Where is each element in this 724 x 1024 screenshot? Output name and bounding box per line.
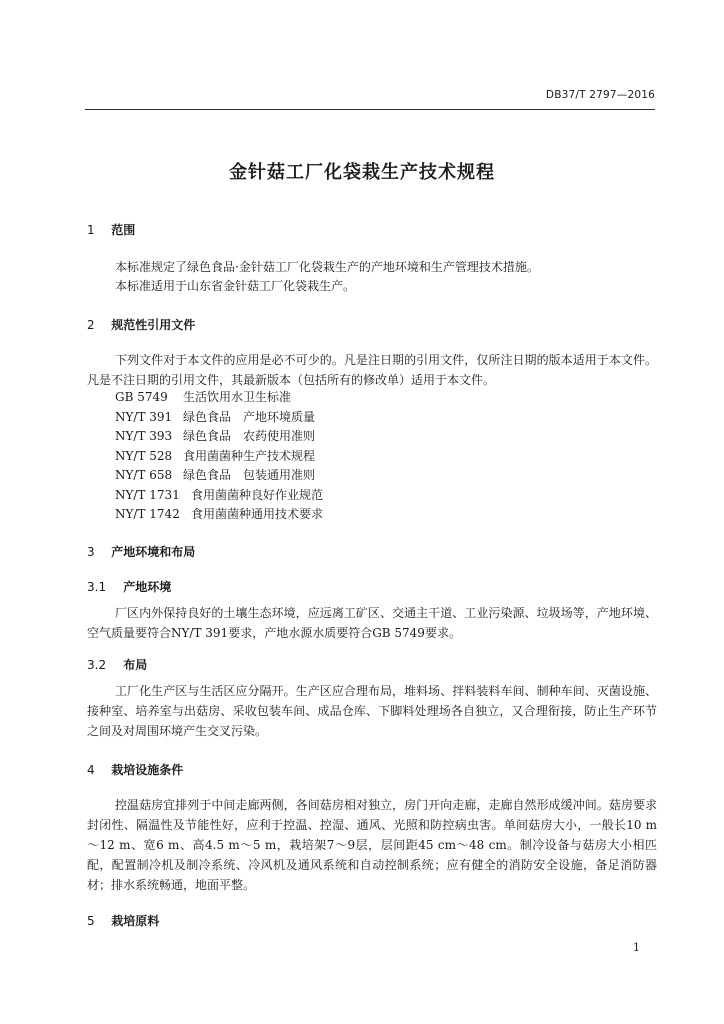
page-number: 1 [633, 941, 640, 954]
paragraph: 厂区内外保持良好的土壤生态环境，应远离工矿区、交通主干道、工业污染源、垃圾场等，产地环境、空气质量要符合NY/T 391要求，产地水源水质要符合GB 5749要求。 [87, 606, 657, 640]
reference-name: 绿色食品 农药使用准则 [183, 429, 316, 443]
section-1-heading [87, 221, 135, 238]
section-2-heading [87, 316, 195, 333]
reference-item [115, 466, 323, 486]
paragraph: 本标准规定了绿色食品·金针菇工厂化袋栽生产的产地环境和生产管理技术措施。 [115, 260, 539, 274]
section-5-heading [87, 912, 159, 929]
document-code: DB37/T 2797—2016 [545, 89, 655, 101]
section-number: 3 [87, 545, 95, 559]
section-title: 范围 [111, 223, 136, 237]
reference-item [115, 505, 323, 525]
reference-code: NY/T 1731 [115, 487, 180, 502]
reference-name: 食用菌菌种通用技术要求 [191, 507, 324, 521]
reference-name: 绿色食品 产地环境质量 [183, 409, 316, 424]
paragraph: 控温菇房宜排列于中间走廊两侧，各间菇房相对独立，房门开向走廊，走廊自然形成缓冲间。菇房要求封闭性、隔温性及节能性好，应利于控温、控湿、通风、光照和防控病虫害。单间菇房大小，一般长10 m～12 m、宽6 m、高4.5 m～5 m，栽培架7～9层，层间距45 cm～48 cm。制冷设备与菇房大小相匹配，配置制冷机及制冷系统、冷风机及通风系统和自动控制系统；应有健全的消防安全设施，备足消防器材；排水系统畅通，地面平整。 [87, 798, 657, 892]
section-title: 产地环境和布局 [111, 545, 196, 559]
section-number: 4 [87, 763, 95, 777]
section-3-2-heading [87, 656, 147, 673]
section-4-heading [87, 761, 183, 778]
section-number: 3.2 [87, 658, 107, 672]
reference-name: 食用菌菌种生产技术规程 [183, 448, 316, 463]
document-title: 金针菇工厂化袋栽生产技术规程 [229, 162, 495, 183]
section-3-heading [87, 543, 195, 560]
reference-code: NY/T 528 [115, 448, 173, 463]
section-number: 3.1 [87, 580, 107, 594]
reference-item [115, 388, 323, 408]
reference-code: NY/T 391 [115, 409, 173, 424]
section-number: 5 [87, 914, 95, 928]
reference-code: NY/T 393 [115, 429, 173, 443]
reference-item [115, 447, 323, 467]
section-3-1-heading [87, 578, 171, 595]
section-title: 布局 [123, 658, 148, 672]
paragraph: 下列文件对于本文件的应用是必不可少的。凡是注日期的引用文件，仅所注日期的版本适用于本文件。凡是不注日期的引用文件，其最新版本（包括所有的修改单）适用于本文件。 [87, 353, 657, 387]
section-title: 栽培设施条件 [111, 763, 184, 777]
header-rule [85, 109, 655, 110]
reference-name: 绿色食品 包装通用准则 [183, 468, 316, 482]
reference-item [115, 427, 323, 447]
reference-code: NY/T 1742 [115, 507, 180, 521]
reference-list [115, 388, 323, 525]
reference-item [115, 486, 323, 506]
reference-code: GB 5749 [115, 390, 168, 404]
section-title: 规范性引用文件 [111, 318, 196, 332]
section-title: 产地环境 [123, 580, 172, 594]
section-title: 栽培原料 [111, 914, 160, 928]
reference-code: NY/T 658 [115, 468, 173, 482]
section-number: 1 [87, 223, 95, 237]
reference-item [115, 408, 323, 428]
paragraph: 本标准适用于山东省金针菇工厂化袋栽生产。 [115, 279, 356, 293]
reference-name: 生活饮用水卫生标准 [183, 390, 292, 404]
paragraph: 工厂化生产区与生活区应分隔开。生产区应合理布局，堆料场、拌料装料车间、制种车间、灭菌设施、接种室、培养室与出菇房、采收包装车间、成品仓库、下脚料处理场各自独立，又合理衔接，防止生产环节之间及对周围环境产生交叉污染。 [87, 684, 657, 738]
section-number: 2 [87, 318, 95, 332]
reference-name: 食用菌菌种良好作业规范 [191, 487, 324, 502]
